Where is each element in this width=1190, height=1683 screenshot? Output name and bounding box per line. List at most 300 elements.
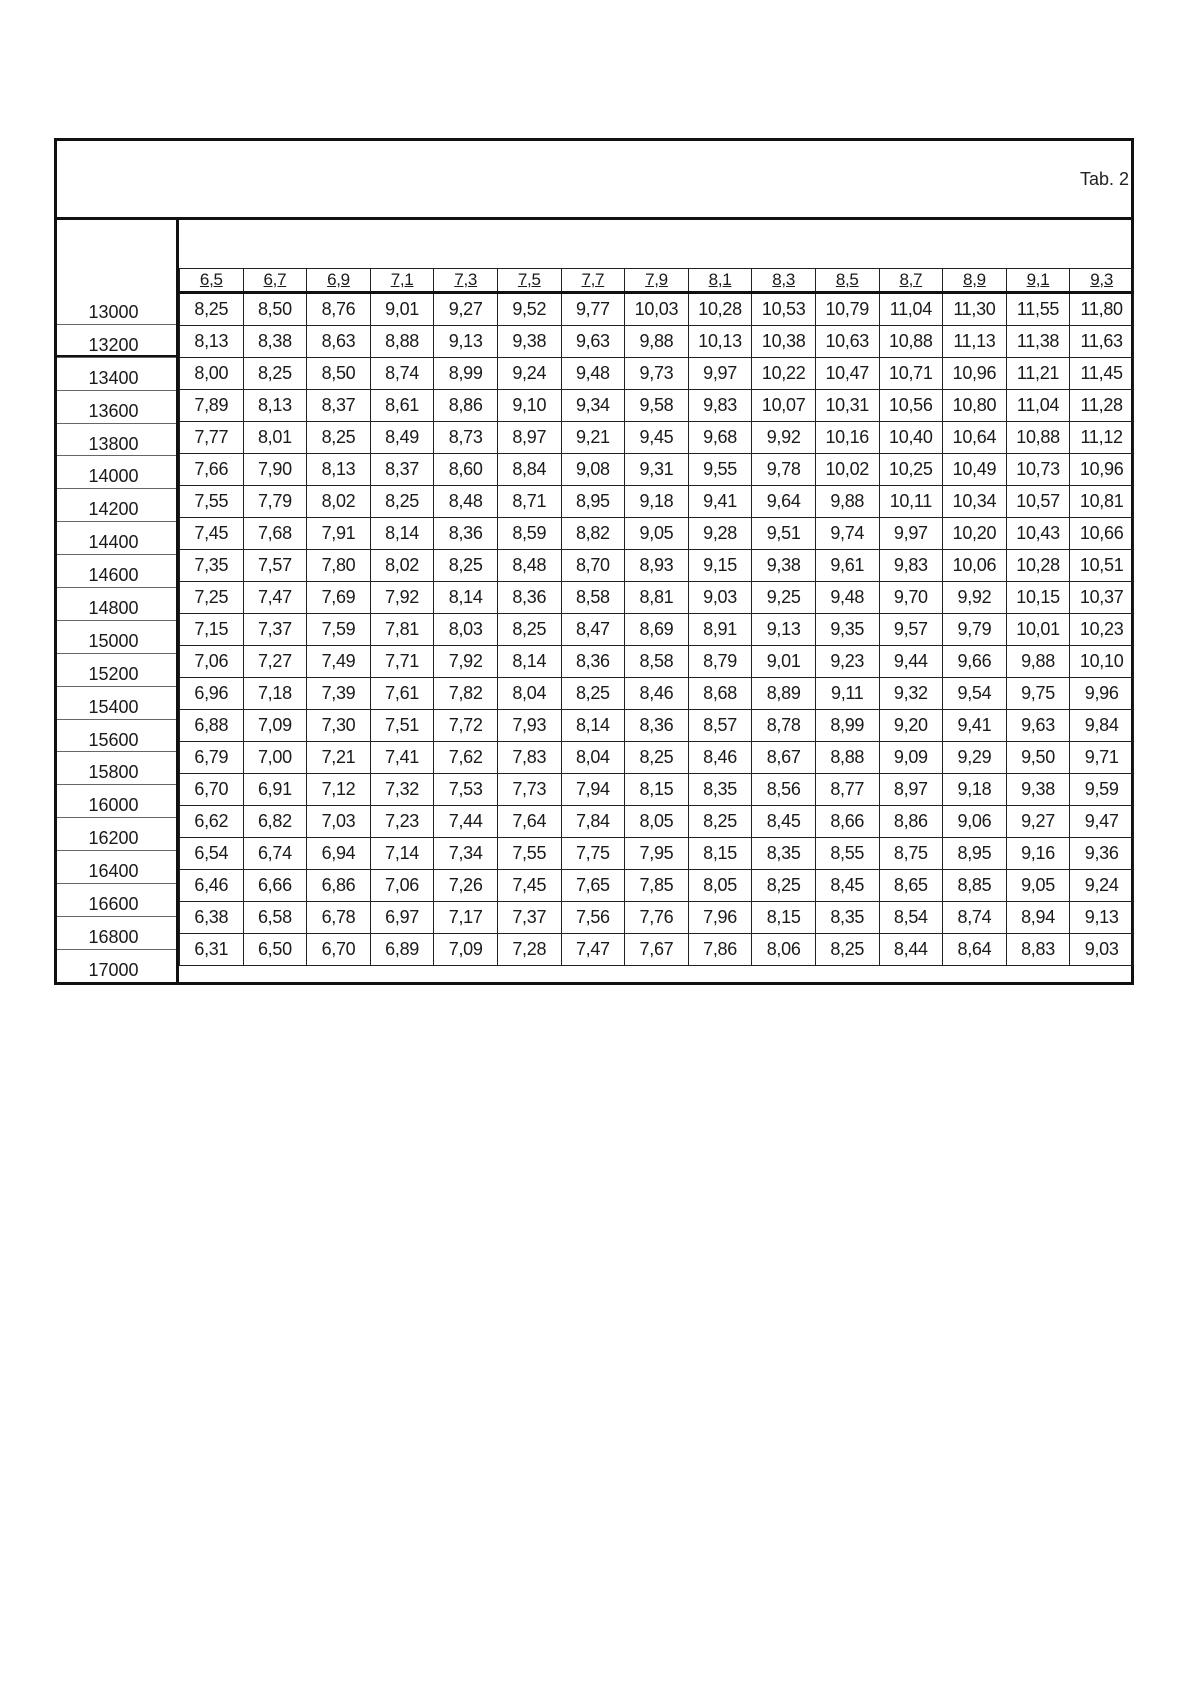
table-cell: 11,04	[879, 293, 943, 326]
column-header-cell: 7,3	[434, 269, 498, 293]
table-cell: 10,38	[752, 326, 816, 358]
table-cell: 6,31	[180, 934, 244, 966]
table-cell: 10,64	[943, 422, 1007, 454]
table-cell: 9,70	[879, 582, 943, 614]
row-header-cell: 15800	[57, 752, 176, 785]
row-header-cell: 13000	[57, 292, 176, 325]
table-cell: 6,91	[243, 774, 307, 806]
table-row	[180, 390, 1134, 422]
table-row	[180, 582, 1134, 614]
table-cell: 9,01	[752, 646, 816, 678]
table-cell: 10,20	[943, 518, 1007, 550]
table-cell: 9,31	[625, 454, 689, 486]
table-cell: 10,34	[943, 486, 1007, 518]
table-cell: 8,97	[879, 774, 943, 806]
table-cell: 9,97	[688, 358, 752, 390]
table-row	[180, 358, 1134, 390]
table-row	[180, 518, 1134, 550]
table-row	[180, 422, 1134, 454]
table-cell: 10,03	[625, 293, 689, 326]
table-row	[180, 614, 1134, 646]
table-cell: 10,10	[1070, 646, 1134, 678]
table-cell: 11,55	[1006, 293, 1070, 326]
table-cell: 9,64	[752, 486, 816, 518]
table-cell: 7,44	[434, 806, 498, 838]
table-cell: 9,83	[879, 550, 943, 582]
table-cell: 8,25	[752, 870, 816, 902]
table-cell: 11,38	[1006, 326, 1070, 358]
table-cell: 9,03	[1070, 934, 1134, 966]
table-cell: 8,13	[180, 326, 244, 358]
table-cell: 7,89	[180, 390, 244, 422]
table-cell: 8,15	[752, 902, 816, 934]
table-row	[180, 550, 1134, 582]
table-cell: 9,08	[561, 454, 625, 486]
table-cell: 7,34	[434, 838, 498, 870]
table-cell: 9,47	[1070, 806, 1134, 838]
table-cell: 10,22	[752, 358, 816, 390]
table-cell: 10,63	[815, 326, 879, 358]
table-cell: 9,09	[879, 742, 943, 774]
table-cell: 10,37	[1070, 582, 1134, 614]
table-cell: 7,96	[688, 902, 752, 934]
table-cell: 9,05	[1006, 870, 1070, 902]
table-cell: 6,82	[243, 806, 307, 838]
table-cell: 9,35	[815, 614, 879, 646]
table-cell: 8,25	[561, 678, 625, 710]
table-cell: 8,38	[243, 326, 307, 358]
table-cell: 8,76	[307, 293, 371, 326]
table-cell: 8,70	[561, 550, 625, 582]
table-cell: 7,15	[180, 614, 244, 646]
table-row	[180, 293, 1134, 326]
table-cell: 8,50	[307, 358, 371, 390]
table-cell: 6,79	[180, 742, 244, 774]
table-cell: 10,02	[815, 454, 879, 486]
column-header-cell: 9,3	[1070, 269, 1134, 293]
table-cell: 7,56	[561, 902, 625, 934]
table-cell: 8,35	[815, 902, 879, 934]
table-cell: 8,58	[561, 582, 625, 614]
table-row	[180, 646, 1134, 678]
table-cell: 7,69	[307, 582, 371, 614]
table-cell: 7,73	[497, 774, 561, 806]
table-cell: 8,95	[943, 838, 1007, 870]
table-cell: 10,28	[1006, 550, 1070, 582]
table-cell: 9,55	[688, 454, 752, 486]
table-cell: 10,73	[1006, 454, 1070, 486]
table-cell: 8,75	[879, 838, 943, 870]
table-cell: 9,48	[561, 358, 625, 390]
table-subheader-band	[179, 220, 1131, 268]
table-cell: 7,76	[625, 902, 689, 934]
table-cell: 10,53	[752, 293, 816, 326]
table-cell: 8,14	[370, 518, 434, 550]
table-cell: 9,92	[752, 422, 816, 454]
table-cell: 7,85	[625, 870, 689, 902]
table-cell: 9,13	[1070, 902, 1134, 934]
table-cell: 8,25	[180, 293, 244, 326]
table-cell: 8,86	[879, 806, 943, 838]
table-cell: 7,21	[307, 742, 371, 774]
table-cell: 9,84	[1070, 710, 1134, 742]
table-cell: 7,06	[180, 646, 244, 678]
table-cell: 11,21	[1006, 358, 1070, 390]
table-cell: 9,88	[815, 486, 879, 518]
table-cell: 7,75	[561, 838, 625, 870]
table-cell: 6,58	[243, 902, 307, 934]
table-cell: 8,81	[625, 582, 689, 614]
table-cell: 7,30	[307, 710, 371, 742]
table-cell: 10,25	[879, 454, 943, 486]
table-cell: 8,44	[879, 934, 943, 966]
table-cell: 7,61	[370, 678, 434, 710]
table-row	[180, 742, 1134, 774]
row-header-cell: 13800	[57, 424, 176, 457]
table-cell: 9,36	[1070, 838, 1134, 870]
table-cell: 7,35	[180, 550, 244, 582]
table-cell: 7,49	[307, 646, 371, 678]
table-cell: 6,78	[307, 902, 371, 934]
table-cell: 8,85	[943, 870, 1007, 902]
table-cell: 9,16	[1006, 838, 1070, 870]
table-cell: 6,70	[307, 934, 371, 966]
table-cell: 7,14	[370, 838, 434, 870]
table-cell: 9,92	[943, 582, 1007, 614]
table-cell: 6,54	[180, 838, 244, 870]
table-cell: 10,16	[815, 422, 879, 454]
table-cell: 8,35	[752, 838, 816, 870]
table-cell: 8,45	[815, 870, 879, 902]
table-cell: 8,47	[561, 614, 625, 646]
table-cell: 9,18	[943, 774, 1007, 806]
table-cell: 10,96	[943, 358, 1007, 390]
table-cell: 8,02	[307, 486, 371, 518]
table-cell: 7,86	[688, 934, 752, 966]
table-cell: 8,36	[434, 518, 498, 550]
table-cell: 10,13	[688, 326, 752, 358]
table-row	[180, 934, 1134, 966]
table-cell: 8,71	[497, 486, 561, 518]
table-cell: 8,57	[688, 710, 752, 742]
table-cell: 7,64	[497, 806, 561, 838]
table-cell: 7,41	[370, 742, 434, 774]
table-cell: 11,13	[943, 326, 1007, 358]
table-row	[180, 454, 1134, 486]
table-cell: 10,49	[943, 454, 1007, 486]
table-cell: 9,41	[943, 710, 1007, 742]
table-number-label: Tab. 2	[1079, 169, 1129, 189]
table-cell: 10,88	[1006, 422, 1070, 454]
table-cell: 8,89	[752, 678, 816, 710]
table-cell: 7,37	[243, 614, 307, 646]
table-cell: 7,47	[561, 934, 625, 966]
table-cell: 10,40	[879, 422, 943, 454]
table-cell: 10,06	[943, 550, 1007, 582]
table-cell: 9,96	[1070, 678, 1134, 710]
table-cell: 6,88	[180, 710, 244, 742]
table-cell: 9,44	[879, 646, 943, 678]
table-cell: 7,90	[243, 454, 307, 486]
table-cell: 8,99	[815, 710, 879, 742]
table-cell: 10,07	[752, 390, 816, 422]
table-cell: 10,66	[1070, 518, 1134, 550]
row-header-cell: 16400	[57, 851, 176, 884]
table-cell: 8,37	[307, 390, 371, 422]
table-cell: 6,74	[243, 838, 307, 870]
row-header-cell: 16800	[57, 917, 176, 950]
row-header-cell: 15200	[57, 654, 176, 687]
table-cell: 9,58	[625, 390, 689, 422]
table-cell: 8,05	[688, 870, 752, 902]
column-header-cell: 8,3	[752, 269, 816, 293]
table-cell: 6,89	[370, 934, 434, 966]
table-cell: 8,83	[1006, 934, 1070, 966]
table-cell: 9,06	[943, 806, 1007, 838]
table-cell: 9,88	[625, 326, 689, 358]
table-cell: 8,35	[688, 774, 752, 806]
table-cell: 8,49	[370, 422, 434, 454]
table-cell: 9,15	[688, 550, 752, 582]
table-cell: 7,55	[497, 838, 561, 870]
table-cell: 9,45	[625, 422, 689, 454]
table-cell: 8,37	[370, 454, 434, 486]
table-cell: 7,59	[307, 614, 371, 646]
table-cell: 6,46	[180, 870, 244, 902]
table-cell: 8,69	[625, 614, 689, 646]
row-header-cell: 13400	[57, 358, 176, 391]
table-cell: 9,97	[879, 518, 943, 550]
table-cell: 9,32	[879, 678, 943, 710]
table-cell: 7,25	[180, 582, 244, 614]
table-cell: 8,00	[180, 358, 244, 390]
column-header-cell: 7,9	[625, 269, 689, 293]
table-cell: 10,96	[1070, 454, 1134, 486]
table-cell: 8,82	[561, 518, 625, 550]
table-cell: 9,54	[943, 678, 1007, 710]
table-cell: 9,05	[625, 518, 689, 550]
row-header-cell: 14200	[57, 489, 176, 522]
row-label-column	[57, 292, 176, 983]
table-cell: 10,80	[943, 390, 1007, 422]
table-frame	[54, 138, 1134, 985]
table-cell: 8,64	[943, 934, 1007, 966]
table-cell: 8,46	[625, 678, 689, 710]
table-cell: 6,70	[180, 774, 244, 806]
table-cell: 11,12	[1070, 422, 1134, 454]
table-cell: 9,52	[497, 293, 561, 326]
table-cell: 10,01	[1006, 614, 1070, 646]
column-header-cell: 8,1	[688, 269, 752, 293]
column-header-row	[180, 269, 1134, 293]
table-cell: 10,28	[688, 293, 752, 326]
table-cell: 7,67	[625, 934, 689, 966]
table-cell: 8,06	[752, 934, 816, 966]
table-cell: 8,65	[879, 870, 943, 902]
table-cell: 8,91	[688, 614, 752, 646]
table-cell: 8,50	[243, 293, 307, 326]
table-cell: 8,01	[243, 422, 307, 454]
table-cell: 10,51	[1070, 550, 1134, 582]
table-cell: 9,38	[1006, 774, 1070, 806]
row-header-cell: 16000	[57, 785, 176, 818]
table-cell: 9,28	[688, 518, 752, 550]
table-cell: 8,13	[307, 454, 371, 486]
table-cell: 9,48	[815, 582, 879, 614]
table-cell: 9,59	[1070, 774, 1134, 806]
table-cell: 7,65	[561, 870, 625, 902]
table-cell: 8,25	[497, 614, 561, 646]
table-cell: 10,15	[1006, 582, 1070, 614]
table-cell: 10,47	[815, 358, 879, 390]
table-cell: 9,83	[688, 390, 752, 422]
table-row	[180, 902, 1134, 934]
table-cell: 9,34	[561, 390, 625, 422]
table-cell: 7,09	[243, 710, 307, 742]
table-cell: 8,55	[815, 838, 879, 870]
table-row	[180, 870, 1134, 902]
table-row	[180, 486, 1134, 518]
table-cell: 8,68	[688, 678, 752, 710]
table-cell: 8,04	[497, 678, 561, 710]
value-grid	[179, 268, 1134, 966]
table-cell: 8,25	[815, 934, 879, 966]
table-cell: 7,84	[561, 806, 625, 838]
table-cell: 8,88	[370, 326, 434, 358]
table-cell: 9,75	[1006, 678, 1070, 710]
table-cell: 6,50	[243, 934, 307, 966]
table-cell: 7,72	[434, 710, 498, 742]
table-cell: 8,25	[307, 422, 371, 454]
table-cell: 9,20	[879, 710, 943, 742]
table-cell: 7,12	[307, 774, 371, 806]
table-cell: 9,38	[752, 550, 816, 582]
table-title-band	[57, 141, 1131, 220]
table-cell: 8,36	[561, 646, 625, 678]
table-cell: 6,62	[180, 806, 244, 838]
table-cell: 8,05	[625, 806, 689, 838]
table-cell: 7,92	[370, 582, 434, 614]
table-cell: 8,86	[434, 390, 498, 422]
table-cell: 8,36	[497, 582, 561, 614]
table-cell: 9,63	[1006, 710, 1070, 742]
table-cell: 7,47	[243, 582, 307, 614]
table-cell: 9,68	[688, 422, 752, 454]
table-cell: 7,68	[243, 518, 307, 550]
table-cell: 9,29	[943, 742, 1007, 774]
table-cell: 9,01	[370, 293, 434, 326]
table-cell: 9,63	[561, 326, 625, 358]
table-cell: 6,96	[180, 678, 244, 710]
column-header-cell: 6,5	[180, 269, 244, 293]
table-row	[180, 326, 1134, 358]
table-cell: 7,80	[307, 550, 371, 582]
table-cell: 9,73	[625, 358, 689, 390]
row-header-cell: 15000	[57, 621, 176, 654]
table-cell: 8,60	[434, 454, 498, 486]
table-cell: 11,04	[1006, 390, 1070, 422]
table-cell: 7,91	[307, 518, 371, 550]
table-cell: 9,24	[1070, 870, 1134, 902]
table-cell: 8,13	[243, 390, 307, 422]
table-cell: 8,48	[434, 486, 498, 518]
table-cell: 9,03	[688, 582, 752, 614]
table-cell: 7,45	[497, 870, 561, 902]
table-cell: 11,28	[1070, 390, 1134, 422]
row-header-cell: 15600	[57, 720, 176, 753]
table-cell: 6,97	[370, 902, 434, 934]
table-cell: 8,73	[434, 422, 498, 454]
table-cell: 7,32	[370, 774, 434, 806]
table-cell: 8,95	[561, 486, 625, 518]
row-header-cell: 17000	[88, 959, 139, 980]
table-cell: 11,63	[1070, 326, 1134, 358]
table-cell: 8,04	[561, 742, 625, 774]
table-cell: 7,77	[180, 422, 244, 454]
table-cell: 9,78	[752, 454, 816, 486]
table-cell: 8,03	[434, 614, 498, 646]
table-cell: 8,99	[434, 358, 498, 390]
table-cell: 7,39	[307, 678, 371, 710]
table-cell: 9,24	[497, 358, 561, 390]
table-cell: 7,82	[434, 678, 498, 710]
table-cell: 7,66	[180, 454, 244, 486]
table-cell: 7,51	[370, 710, 434, 742]
table-cell: 9,38	[497, 326, 561, 358]
table-cell: 8,14	[434, 582, 498, 614]
table-cell: 8,88	[815, 742, 879, 774]
table-cell: 9,27	[1006, 806, 1070, 838]
table-cell: 7,18	[243, 678, 307, 710]
table-cell: 9,21	[561, 422, 625, 454]
table-cell: 8,77	[815, 774, 879, 806]
table-cell: 9,71	[1070, 742, 1134, 774]
table-cell: 9,66	[943, 646, 1007, 678]
table-cell: 9,13	[752, 614, 816, 646]
table-cell: 7,79	[243, 486, 307, 518]
table-cell: 8,02	[370, 550, 434, 582]
table-cell: 7,95	[625, 838, 689, 870]
row-header-cell: 15400	[57, 687, 176, 720]
table-cell: 10,79	[815, 293, 879, 326]
table-cell: 8,59	[497, 518, 561, 550]
table-cell: 8,78	[752, 710, 816, 742]
column-header-cell: 9,1	[1006, 269, 1070, 293]
table-cell: 9,25	[752, 582, 816, 614]
table-cell: 8,14	[561, 710, 625, 742]
row-header-cell: 14600	[57, 555, 176, 588]
table-cell: 8,79	[688, 646, 752, 678]
table-cell: 7,28	[497, 934, 561, 966]
table-cell: 7,62	[434, 742, 498, 774]
table-cell: 7,26	[434, 870, 498, 902]
table-cell: 8,66	[815, 806, 879, 838]
table-cell: 11,80	[1070, 293, 1134, 326]
table-cell: 9,77	[561, 293, 625, 326]
table-cell: 8,58	[625, 646, 689, 678]
table-row	[180, 710, 1134, 742]
table-cell: 10,81	[1070, 486, 1134, 518]
table-cell: 10,11	[879, 486, 943, 518]
table-cell: 7,55	[180, 486, 244, 518]
table-cell: 7,53	[434, 774, 498, 806]
column-header-cell: 6,7	[243, 269, 307, 293]
column-header-cell: 8,7	[879, 269, 943, 293]
table-cell: 8,54	[879, 902, 943, 934]
table-cell: 8,74	[370, 358, 434, 390]
table-cell: 8,84	[497, 454, 561, 486]
table-cell: 10,88	[879, 326, 943, 358]
